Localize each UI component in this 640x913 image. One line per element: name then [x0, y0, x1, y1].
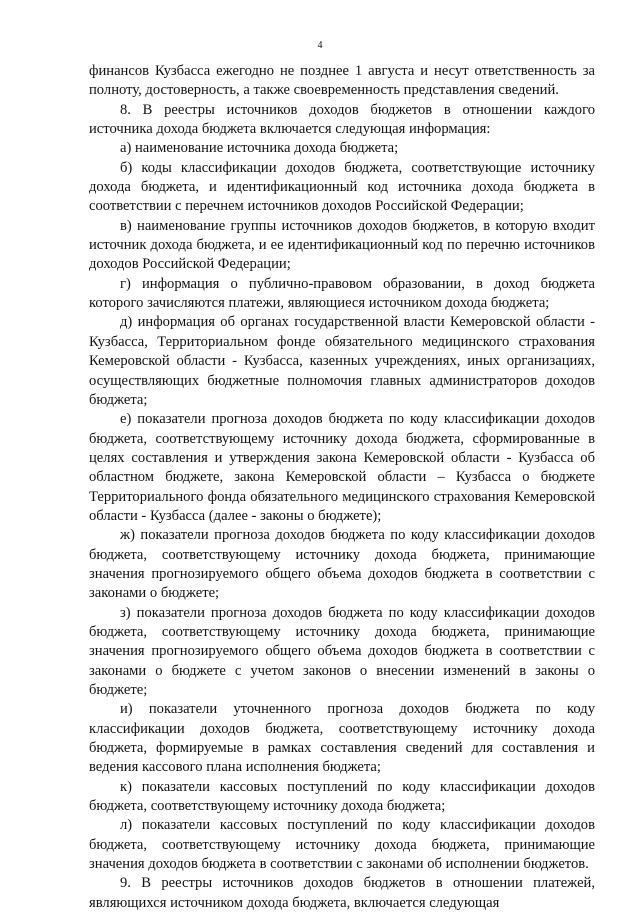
- list-item-a: а) наименование источника дохода бюджета;: [120, 140, 399, 157]
- list-item-b: б) коды классификации доходов бюджета, соответствующие источнику дохода бюджета, и идентификационный код источника дохода бюджета в соответствии с перечнем источников доходов Российской Федерации;: [89, 159, 595, 215]
- list-item-d: д) информация об органах государственной власти Кемеровской области - Кузбасса, Территориальном фонде обязательного медицинского страхования Кемеровской области - Кузбасса, казенных учреждениях, иных организациях, осуществляющих бюджетные полномочия главных администраторов доходов бюджета;: [89, 314, 595, 408]
- list-item-v: в) наименование группы источников доходов бюджетов, в которую входит источник дохода бюджета, и ее идентификационный код по перечню источников доходов Российской Федерации;: [89, 217, 595, 273]
- page-number: 4: [317, 40, 323, 51]
- paragraph-section-9-intro: 9. В реестры источников доходов бюджетов в отношении платежей, являющихся источником дохода бюджета, включается следующая: [89, 875, 595, 911]
- list-item-zh: ж) показатели прогноза доходов бюджета по коду классификации доходов бюджета, соответствующему источнику дохода бюджета, принимающие значения прогнозируемого общего объема доходов бюджета в соответствии с законами о бюджете;: [89, 527, 595, 602]
- list-item-g: г) информация о публично-правовом образовании, в доход бюджета которого зачисляются платежи, являющиеся источником дохода бюджета;: [89, 275, 595, 312]
- list-item-z: з) показатели прогноза доходов бюджета по коду классификации доходов бюджета, соответствующему источнику дохода бюджета, принимающие значения прогнозируемого общего объема доходов бюджета в соответствии с законами о бюджете с учетом законов о внесении изменений в законы о бюджете;: [89, 604, 595, 698]
- paragraph-section-8-intro: 8. В реестры источников доходов бюджетов в отношении каждого источника дохода бюджета включается следующая информация:: [89, 101, 595, 138]
- paragraph-continuation: финансов Кузбасса ежегодно не позднее 1 августа и несут ответственность за полноту, достоверность, а также своевременность представления сведений.: [89, 63, 595, 99]
- document-body: [89, 62, 595, 913]
- list-item-i: и) показатели уточненного прогноза доходов бюджета по коду классификации доходов бюджета, соответствующему источнику дохода бюджета, формируемые в рамках составления сведений для составления и ведения кассового плана исполнения бюджета;: [89, 701, 595, 776]
- list-item-l: л) показатели кассовых поступлений по коду классификации доходов бюджета, соответствующему источнику дохода бюджета, принимающие значения доходов бюджета в соответствии с законами об исполнении бюджетов.: [89, 817, 595, 873]
- list-item-k: к) показатели кассовых поступлений по коду классификации доходов бюджета, соответствующему источнику дохода бюджета;: [89, 778, 595, 815]
- list-item-e: е) показатели прогноза доходов бюджета по коду классификации доходов бюджета, соответствующему источнику дохода бюджета, сформированные в целях составления и утверждения закона Кемеровской области - Кузбасса об областном бюджете, закона Кемеровской области – Кузбасса о бюджете Территориального фонда обязательного медицинского страхования Кемеровской области - Кузбасса (далее - законы о бюджете);: [89, 411, 595, 524]
